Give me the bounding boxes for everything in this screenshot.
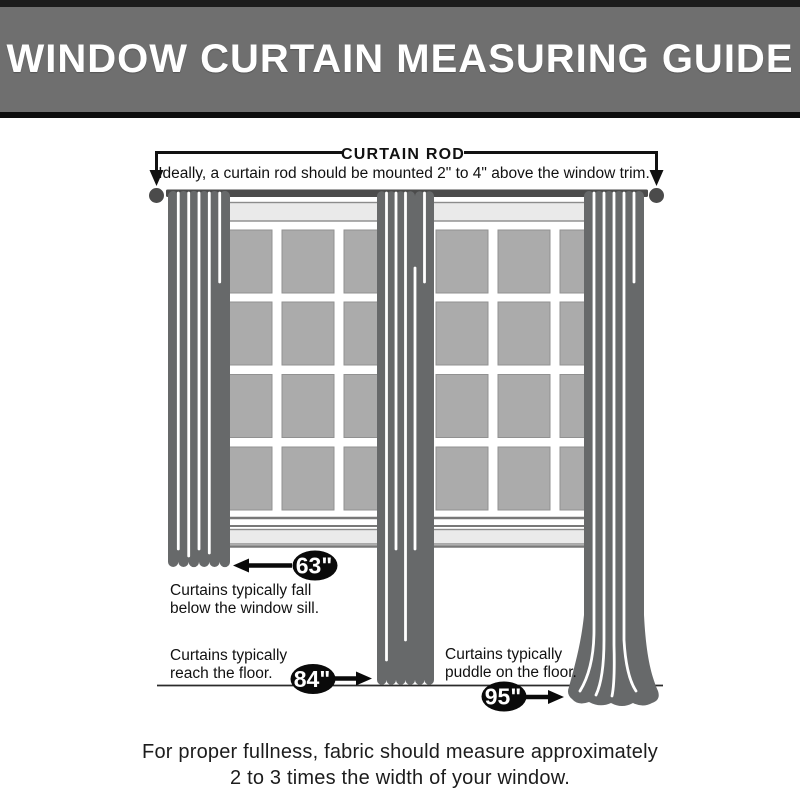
window-panes (220, 230, 396, 510)
measure-value: 63" (295, 552, 333, 579)
footer-line: For proper fullness, fabric should measure approximately (142, 741, 658, 763)
measure-description: below the window sill. (170, 600, 320, 617)
curtain-panel-center (377, 191, 434, 685)
window-top-trim (212, 203, 404, 222)
page-title: WINDOW CURTAIN MEASURING GUIDE (6, 37, 794, 81)
curtain-rod-label: CURTAIN ROD (340, 146, 466, 163)
measure-description: puddle on the floor. (445, 664, 577, 681)
right-arrow-icon (548, 690, 564, 704)
window-left (212, 203, 404, 547)
right-arrow-icon (356, 672, 372, 686)
measure-description: reach the floor. (170, 665, 273, 682)
measurement-95 (445, 646, 577, 712)
rod-callout (150, 146, 664, 186)
curtain-panel-left (168, 191, 230, 567)
measure-value: 95" (484, 683, 522, 710)
rod-mounting-note: Ideally, a curtain rod should be mounted 2" to 4" above the window trim. (158, 165, 650, 182)
down-arrow-icon (650, 170, 664, 186)
measure-description: Curtains typically fall (170, 582, 312, 599)
measurement-84 (170, 647, 372, 694)
footer-note (0, 739, 800, 791)
measure-description: Curtains typically (170, 647, 288, 664)
measure-value: 84" (293, 666, 331, 692)
measure-description: Curtains typically (445, 646, 563, 663)
finial-right-icon (649, 188, 664, 203)
left-arrow-icon (233, 559, 249, 573)
footer-line: 2 to 3 times the width of your window. (230, 767, 570, 789)
finial-left-icon (149, 188, 164, 203)
window-sill (212, 530, 404, 545)
